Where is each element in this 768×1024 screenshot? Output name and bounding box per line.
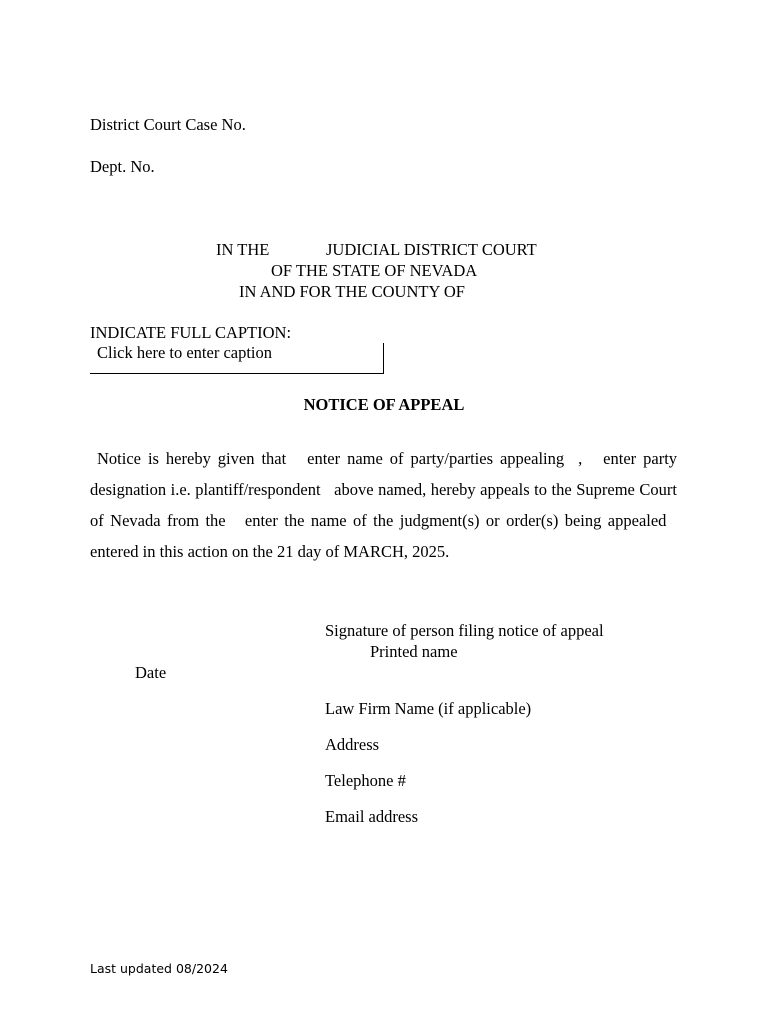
law-firm-label: Law Firm Name (if applicable) [325, 699, 532, 718]
last-updated-footer: Last updated 08/2024 [90, 961, 228, 976]
date-label: Date [135, 663, 167, 682]
court-line2: OF THE STATE OF NEVADA [271, 261, 478, 280]
court-line1-suffix: JUDICIAL DISTRICT COURT [326, 240, 537, 259]
case-number-label: District Court Case No. [90, 115, 246, 134]
address-label: Address [325, 735, 380, 754]
caption-label: INDICATE FULL CAPTION: [90, 323, 292, 342]
signature-label: Signature of person filing notice of appeal [325, 621, 604, 640]
email-label: Email address [325, 807, 419, 826]
court-line3: IN AND FOR THE COUNTY OF [239, 282, 465, 301]
document-title: NOTICE OF APPEAL [303, 395, 465, 414]
notice-end: entered in this action on the 21 day of MARCH, 2025. [90, 542, 450, 561]
notice-paragraph [90, 443, 677, 567]
caption-placeholder: Click here to enter caption [97, 343, 273, 362]
printed-name-label: Printed name [370, 642, 458, 661]
notice-separator: , [578, 449, 583, 468]
notice-intro: Notice is hereby given that [96, 449, 287, 468]
caption-input[interactable] [90, 343, 384, 374]
dept-number-label: Dept. No. [90, 157, 155, 176]
telephone-label: Telephone # [325, 771, 406, 790]
court-line1-prefix: IN THE [216, 240, 270, 259]
party-name-field[interactable]: enter name of party/parties appealing [307, 449, 565, 468]
party-designation-field[interactable]: enter party designation i.e. plantiff/respondent [90, 449, 678, 499]
notice-mid: above named, hereby appeals to the Supreme Court of Nevada from the [90, 480, 677, 530]
judgment-name-field[interactable]: enter the name of the judgment(s) or order(s) being appealed [244, 511, 667, 530]
